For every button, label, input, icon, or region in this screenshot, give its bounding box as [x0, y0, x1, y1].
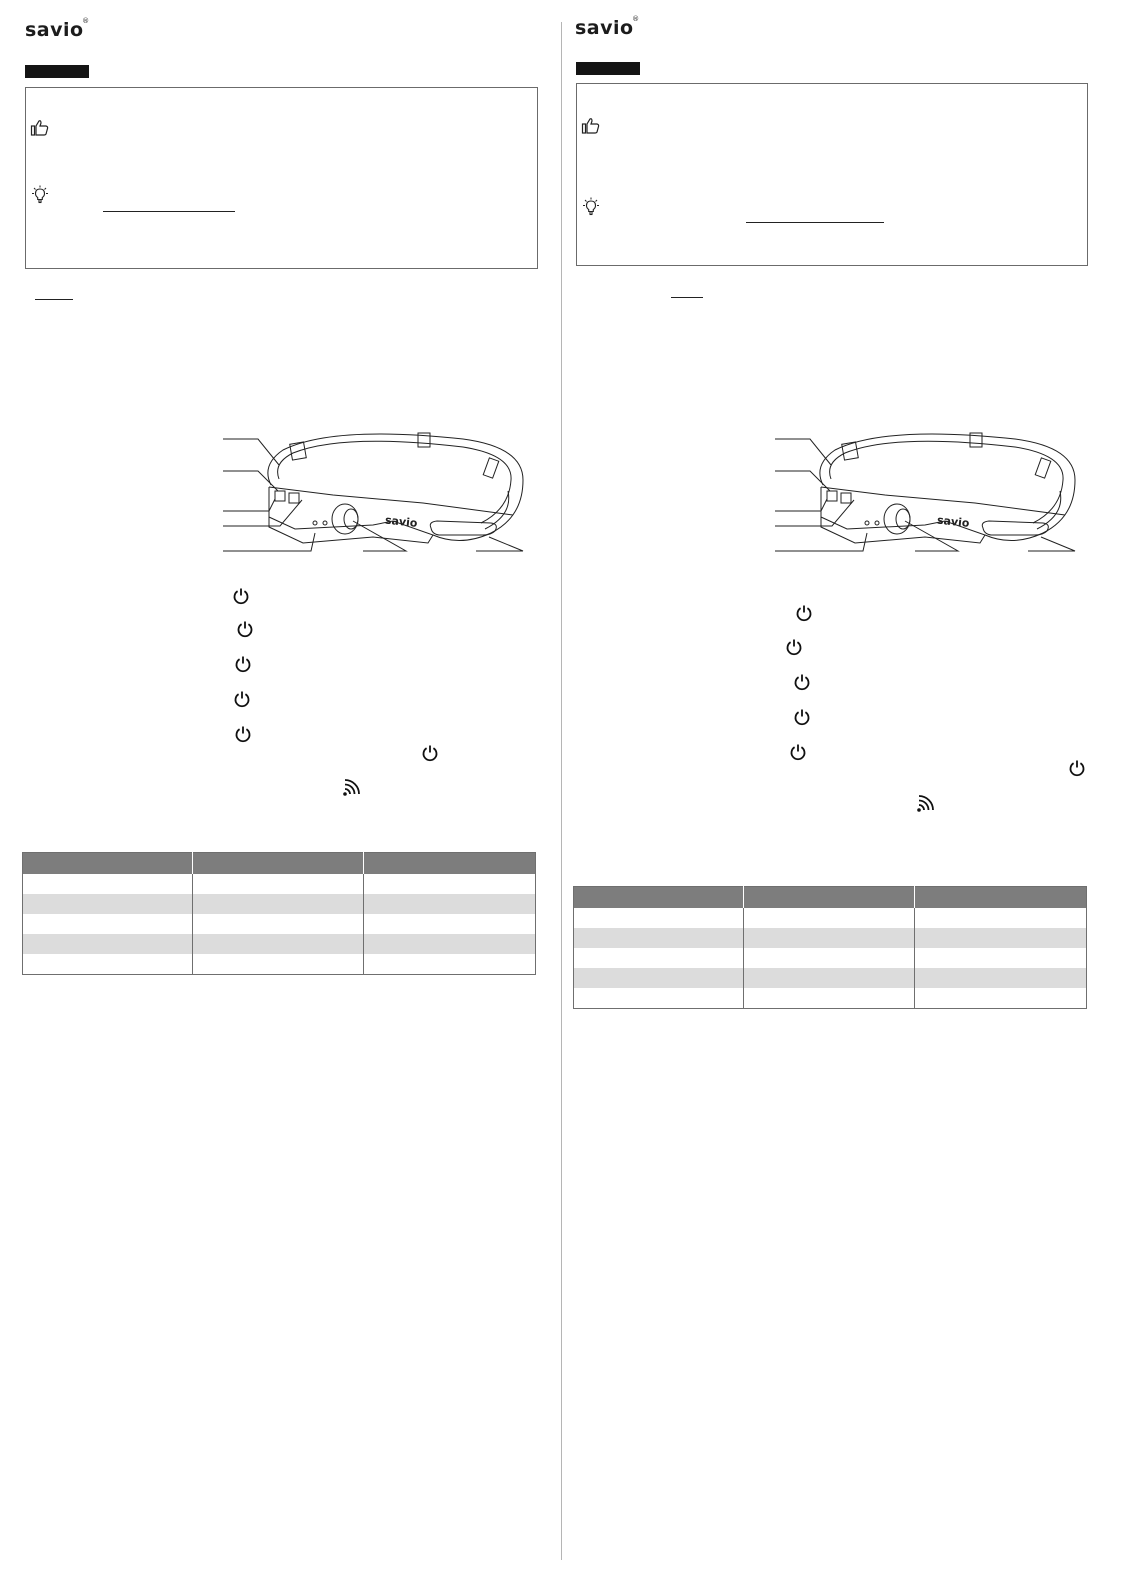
power-icon [1068, 759, 1086, 777]
thumbs-up-icon [30, 118, 50, 138]
power-icon [793, 708, 811, 726]
wireless-signal-icon [916, 795, 934, 813]
language-bar [576, 62, 640, 75]
product-logo: savio [936, 513, 971, 530]
language-bar [25, 65, 89, 78]
lightbulb-icon [581, 197, 601, 217]
brand-logo: savio ® [575, 15, 640, 39]
power-icon [785, 638, 803, 656]
brand-logo: savio ® [25, 17, 90, 41]
table-row [23, 934, 536, 954]
power-icon [234, 655, 252, 673]
power-icon [234, 725, 252, 743]
power-icon [232, 587, 250, 605]
table-row [574, 988, 1087, 1009]
power-icon [789, 743, 807, 761]
section-underline [35, 299, 73, 300]
spec-table [573, 886, 1087, 1009]
product-logo: savio [384, 513, 419, 530]
section-underline [671, 297, 703, 298]
table-header [23, 853, 536, 875]
power-icon [421, 744, 439, 762]
table-row [23, 894, 536, 914]
table-row [23, 914, 536, 934]
power-icon [233, 690, 251, 708]
table-row [23, 954, 536, 975]
power-icon [793, 673, 811, 691]
info-box [25, 87, 538, 269]
spec-table [22, 852, 536, 975]
table-row [574, 928, 1087, 948]
thumbs-up-icon [581, 116, 601, 136]
table-row [574, 968, 1087, 988]
headlamp-figure [775, 425, 1085, 560]
table-header [574, 887, 1087, 909]
power-icon [236, 620, 254, 638]
table-row [574, 908, 1087, 928]
info-box [576, 83, 1088, 266]
headlamp-figure [223, 425, 533, 560]
link-underline [103, 211, 235, 212]
wireless-signal-icon [342, 779, 360, 797]
left-column [0, 0, 540, 1587]
lightbulb-icon [30, 185, 50, 205]
table-row [23, 874, 536, 894]
right-column [551, 0, 1091, 1587]
link-underline [746, 222, 884, 223]
table-row [574, 948, 1087, 968]
power-icon [795, 604, 813, 622]
